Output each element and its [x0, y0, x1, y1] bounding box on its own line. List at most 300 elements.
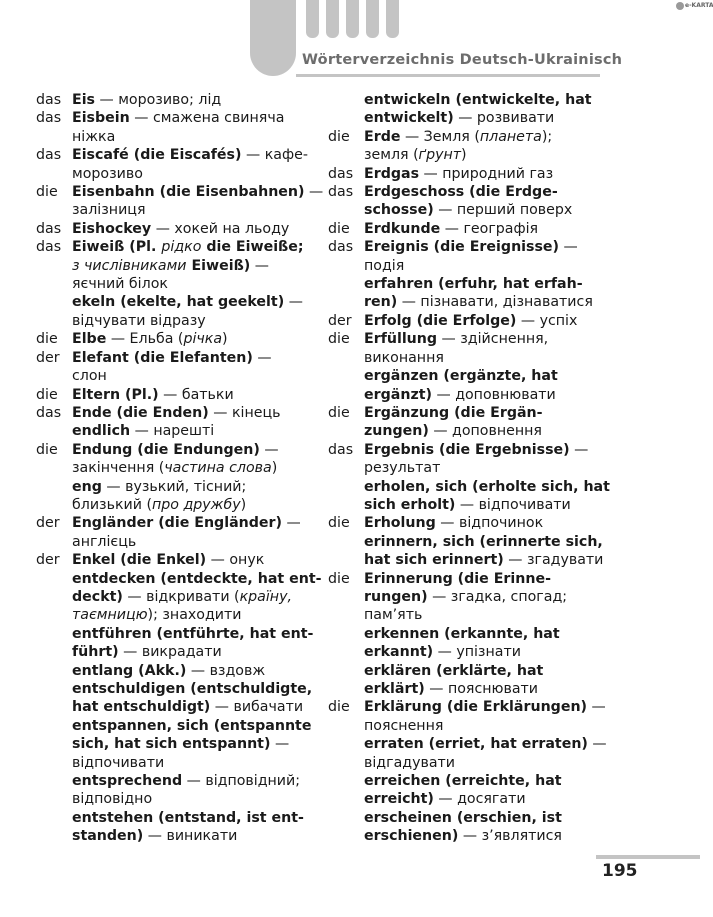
german-headword: Eiweiß (Pl. — [72, 239, 162, 256]
german-headword: Eisbein — [72, 110, 130, 127]
usage-note: планета — [479, 128, 542, 145]
translation: залізниця — [72, 202, 146, 219]
dictionary-entry — [36, 478, 326, 515]
german-headword: hat sich erinnert) — [364, 552, 504, 569]
translation: — Земля ( — [400, 128, 480, 145]
dictionary-entry — [328, 698, 648, 735]
german-headword: deckt) — [72, 588, 123, 605]
translation: яєчний білок — [72, 276, 168, 293]
entry-line — [364, 680, 648, 698]
dictionary-entry — [328, 165, 648, 183]
entry-line — [364, 201, 648, 219]
german-headword: Ende (die Enden) — [72, 404, 209, 421]
entry-line — [72, 570, 326, 588]
entry-line — [72, 349, 326, 367]
german-headword: Eis — [72, 92, 95, 108]
german-headword: entstehen (entstand, ist ent- — [72, 809, 304, 826]
dictionary-entry — [328, 183, 648, 220]
dictionary-entry — [36, 570, 326, 625]
german-headword: Erfolg (die Erfolge) — [364, 312, 517, 329]
translation: — — [587, 736, 607, 753]
translation: — викрадати — [118, 644, 222, 661]
article: die — [36, 441, 58, 458]
dictionary-entry — [328, 275, 648, 312]
translation: ); знаходити — [147, 607, 242, 624]
footer-bar — [596, 855, 700, 859]
entry-line — [364, 625, 648, 643]
article: das — [36, 147, 62, 164]
entry-line — [72, 312, 326, 330]
translation: — виникати — [143, 828, 238, 845]
entry-line — [72, 220, 326, 238]
german-headword: entsprechend — [72, 773, 183, 790]
entry-line — [72, 441, 326, 459]
german-headword: Endung (die Endungen) — [72, 441, 260, 458]
translation: — батьки — [158, 386, 234, 403]
entry-line — [72, 827, 326, 845]
translation: англієць — [72, 533, 137, 550]
german-headword: erkannt) — [364, 644, 434, 661]
german-headword: ergänzen (ergänzte, hat — [364, 368, 558, 385]
entry-line — [72, 514, 326, 532]
translation: — — [559, 239, 578, 256]
german-headword: sich, hat sich entspannt) — [72, 736, 271, 753]
entry-line — [72, 257, 326, 275]
translation: — кафе- — [241, 147, 308, 164]
entry-line — [72, 91, 326, 109]
entry-line — [364, 809, 648, 827]
dictionary-entry — [36, 662, 326, 680]
translation: — — [252, 349, 272, 366]
german-headword: Erdgeschoss (die Erdge- — [364, 184, 558, 201]
entry-line — [364, 514, 648, 532]
translation: — вузький, тісний; — [101, 478, 247, 495]
entry-line — [72, 625, 326, 643]
dictionary-entry — [36, 404, 326, 422]
german-headword: erreichen (erreichte, hat — [364, 773, 562, 790]
entry-line — [72, 606, 326, 624]
header-stripe — [326, 0, 339, 38]
dictionary-entry — [36, 238, 326, 293]
entry-line — [364, 551, 648, 569]
article: der — [36, 552, 60, 569]
usage-note: річка — [183, 331, 223, 348]
translation: — — [569, 441, 589, 458]
translation: ) — [222, 331, 228, 348]
translation: — смажена свиняча — [129, 110, 285, 127]
dictionary-entry — [36, 349, 326, 386]
german-headword: zungen) — [364, 423, 429, 440]
usage-note: рідко — [161, 239, 202, 256]
translation: земля ( — [364, 147, 419, 164]
translation: подія — [364, 257, 405, 274]
dictionary-entry — [36, 330, 326, 348]
entry-line — [72, 588, 326, 606]
german-headword: führt) — [72, 644, 119, 661]
translation: слон — [72, 368, 107, 385]
german-headword: schosse) — [364, 202, 434, 219]
german-headword: erkennen (erkannte, hat — [364, 625, 560, 642]
entry-line — [72, 404, 326, 422]
entry-line — [364, 643, 648, 661]
translation: — згадка, спогад; — [427, 588, 568, 605]
dictionary-entry — [328, 625, 648, 662]
entry-line — [364, 441, 648, 459]
german-headword: sich erholt) — [364, 496, 456, 513]
translation: морозиво — [72, 165, 143, 182]
logo-text: e-KARTA — [685, 2, 713, 9]
translation: — Ельба ( — [106, 331, 184, 348]
dictionary-entry — [36, 772, 326, 809]
article: das — [328, 239, 354, 256]
header-stripe — [306, 0, 319, 38]
translation: — розвивати — [453, 110, 555, 127]
article: der — [36, 515, 60, 532]
german-headword: Erholung — [364, 515, 436, 532]
entry-line — [364, 257, 648, 275]
entry-line — [364, 606, 648, 624]
dictionary-entry — [328, 128, 648, 165]
german-headword: Ergebnis (die Ergebnisse) — [364, 441, 570, 458]
translation: — географія — [440, 220, 539, 237]
dictionary-entry — [36, 146, 326, 183]
translation: близький ( — [72, 496, 152, 513]
dictionary-entry — [36, 514, 326, 551]
german-headword: Ereignis (die Ereignisse) — [364, 239, 560, 256]
entry-line — [364, 312, 648, 330]
translation: ); — [541, 128, 553, 145]
german-headword: entspannen, sich (entspannte — [72, 717, 312, 734]
translation: — — [250, 257, 269, 274]
entry-line — [72, 790, 326, 808]
dictionary-entry — [328, 735, 648, 772]
header-tab-bar — [250, 0, 296, 76]
entry-line — [72, 386, 326, 404]
dictionary-entry — [36, 183, 326, 220]
translation: — онук — [206, 552, 265, 569]
entry-line — [72, 459, 326, 477]
entry-line — [72, 238, 326, 256]
article: das — [328, 441, 354, 458]
entry-line — [72, 533, 326, 551]
article: die — [328, 570, 350, 587]
article: die — [36, 184, 58, 201]
entry-line — [364, 698, 648, 716]
entry-line — [364, 183, 648, 201]
dictionary-entry — [328, 91, 648, 128]
translation: — хокей на льоду — [151, 220, 290, 237]
entry-line — [72, 735, 326, 753]
german-headword: Erklärung (die Erklärungen) — [364, 699, 588, 716]
translation: — — [304, 184, 324, 201]
publisher-logo — [676, 1, 713, 11]
german-headword: Eiscafé (die Eiscafés) — [72, 147, 242, 164]
right-column — [328, 91, 648, 846]
german-headword: rungen) — [364, 588, 428, 605]
translation: — відпочинок — [435, 515, 544, 532]
dictionary-entry — [36, 109, 326, 146]
article: der — [36, 349, 60, 366]
entry-line — [364, 717, 648, 735]
entry-line — [364, 662, 648, 680]
translation: — — [270, 736, 290, 753]
entry-line — [72, 643, 326, 661]
usage-note: з числівниками — [72, 257, 187, 274]
dictionary-entry — [36, 809, 326, 846]
german-headword: entwickeln (entwickelte, hat — [364, 92, 592, 108]
german-headword: Erde — [364, 128, 401, 145]
german-headword: entwickelt) — [364, 110, 454, 127]
entry-line — [72, 754, 326, 772]
dictionary-entry — [328, 662, 648, 699]
article: die — [328, 220, 350, 237]
entry-line — [72, 109, 326, 127]
translation: відпочивати — [72, 754, 165, 771]
german-headword: Elefant (die Elefanten) — [72, 349, 253, 366]
header-underline — [296, 74, 600, 77]
entry-line — [72, 478, 326, 496]
dictionary-entry — [328, 367, 648, 404]
dictionary-entry — [328, 312, 648, 330]
entry-line — [364, 293, 648, 311]
german-headword: hat entschuldigt) — [72, 699, 211, 716]
translation: — пізнавати, дізнаватися — [397, 294, 593, 311]
entry-line — [72, 680, 326, 698]
dictionary-entry — [36, 386, 326, 404]
german-headword: erklären (erklärte, hat — [364, 662, 544, 679]
translation: — відповідний; — [182, 773, 301, 790]
entry-line — [364, 165, 648, 183]
entry-line — [364, 109, 648, 127]
article: die — [328, 404, 350, 421]
article: das — [36, 239, 62, 256]
entry-line — [364, 330, 648, 348]
german-headword: entlang (Akk.) — [72, 662, 187, 679]
german-headword: endlich — [72, 423, 131, 440]
translation: — — [282, 515, 301, 532]
entry-line — [364, 404, 648, 422]
translation: — досягати — [433, 791, 526, 808]
dictionary-entry — [328, 441, 648, 478]
entry-line — [364, 91, 648, 109]
entry-line — [364, 349, 648, 367]
entry-line — [364, 533, 648, 551]
translation: — вздовж — [186, 662, 266, 679]
dictionary-entry — [36, 551, 326, 569]
german-headword: Elbe — [72, 331, 107, 348]
entry-line — [72, 809, 326, 827]
translation: відгадувати — [364, 754, 456, 771]
dictionary-entry — [36, 441, 326, 478]
header-stripe — [386, 0, 399, 38]
article: die — [36, 386, 58, 403]
dictionary-entry — [328, 238, 648, 275]
dictionary-entry — [328, 514, 648, 532]
entry-line — [364, 772, 648, 790]
translation: ) — [461, 147, 467, 164]
dictionary-entry — [328, 220, 648, 238]
usage-note: ґрунт — [418, 147, 462, 164]
dictionary-entry — [36, 422, 326, 440]
article: das — [328, 184, 354, 201]
entry-line — [364, 478, 648, 496]
entry-line — [72, 422, 326, 440]
entry-line — [72, 293, 326, 311]
dictionary-entry — [328, 570, 648, 625]
translation: — упізнати — [433, 644, 521, 661]
translation: — доповнювати — [431, 386, 556, 403]
german-headword: erschienen) — [364, 828, 459, 845]
entry-line — [364, 128, 648, 146]
dictionary-entry — [36, 625, 326, 662]
translation: — природний газ — [419, 165, 554, 182]
left-column — [36, 91, 326, 846]
dictionary-entry — [328, 404, 648, 441]
entry-line — [364, 220, 648, 238]
german-headword: erholen, sich (erholte sich, hat — [364, 478, 610, 495]
german-headword: erreicht) — [364, 791, 434, 808]
translation: відчувати відразу — [72, 312, 206, 329]
entry-line — [364, 275, 648, 293]
translation: пояснення — [364, 717, 444, 734]
entry-line — [364, 790, 648, 808]
german-headword: Ergänzung (die Ergän- — [364, 404, 543, 421]
german-headword: Eiweiß) — [186, 257, 251, 274]
german-headword: erscheinen (erschien, ist — [364, 809, 562, 826]
translation: — вибачати — [210, 699, 304, 716]
entry-line — [72, 772, 326, 790]
entry-line — [72, 330, 326, 348]
article: die — [328, 128, 350, 145]
header-stripe — [366, 0, 379, 38]
translation: — — [284, 294, 303, 311]
translation: — доповнення — [428, 423, 542, 440]
dictionary-entry — [36, 91, 326, 109]
translation: результат — [364, 460, 441, 477]
usage-note: країну, — [239, 588, 292, 605]
translation: — пояснювати — [424, 681, 539, 697]
translation: ніжка — [72, 128, 116, 145]
translation: — з’являтися — [458, 828, 562, 845]
german-headword: standen) — [72, 828, 144, 845]
dictionary-entry — [328, 809, 648, 846]
german-headword: Eisenbahn (die Eisenbahnen) — [72, 184, 305, 201]
entry-line — [364, 570, 648, 588]
german-headword: Enkel (die Enkel) — [72, 552, 207, 569]
german-headword: entführen (entführte, hat ent- — [72, 625, 314, 642]
german-headword: entschuldigen (entschuldigte, — [72, 681, 313, 697]
entry-line — [364, 588, 648, 606]
german-headword: erfahren (erfuhr, hat erfah- — [364, 276, 583, 293]
german-headword: ekeln (ekelte, hat geekelt) — [72, 294, 285, 311]
german-headword: die Eiweiße; — [201, 239, 304, 256]
entry-line — [72, 496, 326, 514]
translation: — кінець — [208, 404, 281, 421]
german-headword: Erfüllung — [364, 331, 438, 348]
dictionary-entry — [36, 680, 326, 717]
german-headword: Eishockey — [72, 220, 152, 237]
article: die — [36, 331, 58, 348]
translation: закінчення ( — [72, 460, 165, 477]
dictionary-entry — [328, 330, 648, 367]
dictionary-entry — [328, 533, 648, 570]
entry-line — [364, 459, 648, 477]
entry-line — [364, 386, 648, 404]
article: die — [328, 331, 350, 348]
logo-icon — [676, 2, 684, 10]
entry-line — [72, 367, 326, 385]
translation: — успіх — [516, 312, 578, 329]
german-headword: ren) — [364, 294, 398, 311]
entry-line — [364, 827, 648, 845]
translation: — — [259, 441, 279, 458]
usage-note: частина слова — [164, 460, 272, 477]
german-headword: erraten (erriet, hat erraten) — [364, 736, 588, 753]
translation: — здійснення, — [437, 331, 549, 348]
header-stripe — [346, 0, 359, 38]
translation: — нарешті — [130, 423, 215, 440]
article: die — [328, 699, 350, 716]
article: das — [328, 165, 354, 182]
usage-note: таємницю — [72, 607, 148, 624]
entry-line — [72, 698, 326, 716]
entry-line — [72, 275, 326, 293]
entry-line — [72, 662, 326, 680]
entry-line — [72, 201, 326, 219]
entry-line — [72, 165, 326, 183]
entry-line — [364, 367, 648, 385]
german-headword: Engländer (die Engländer) — [72, 515, 283, 532]
german-headword: eng — [72, 478, 102, 495]
dictionary-entry — [328, 478, 648, 515]
german-headword: ergänzt) — [364, 386, 432, 403]
dictionary-entry — [328, 772, 648, 809]
page-number: 195 — [602, 861, 638, 881]
entry-line — [364, 496, 648, 514]
entry-line — [364, 735, 648, 753]
article: das — [36, 220, 62, 237]
entry-line — [364, 422, 648, 440]
usage-note: про дружбу — [152, 496, 241, 513]
entry-line — [72, 551, 326, 569]
translation: ) — [240, 496, 247, 513]
entry-line — [72, 717, 326, 735]
page-header-title: Wörterverzeichnis Deutsch-Ukrainisch — [302, 52, 623, 68]
translation: — перший поверх — [433, 202, 573, 219]
german-headword: Erdgas — [364, 165, 420, 182]
translation: — відкривати ( — [122, 588, 240, 605]
article: der — [328, 312, 352, 329]
entry-line — [364, 754, 648, 772]
german-headword: Eltern (Pl.) — [72, 386, 159, 403]
translation: — — [587, 699, 606, 716]
dictionary-entry — [36, 717, 326, 772]
translation: відповідно — [72, 791, 153, 808]
translation: — відпочивати — [455, 496, 571, 513]
translation: — морозиво; лід — [95, 92, 222, 108]
dictionary-entry — [36, 293, 326, 330]
article: das — [36, 110, 62, 127]
entry-line — [364, 238, 648, 256]
entry-line — [364, 146, 648, 164]
article: das — [36, 92, 62, 108]
german-headword: Erinnerung (die Erinne- — [364, 570, 551, 587]
entry-line — [72, 183, 326, 201]
translation: — згадувати — [503, 552, 604, 569]
entry-line — [72, 146, 326, 164]
dictionary-entry — [36, 220, 326, 238]
german-headword: Erdkunde — [364, 220, 441, 237]
